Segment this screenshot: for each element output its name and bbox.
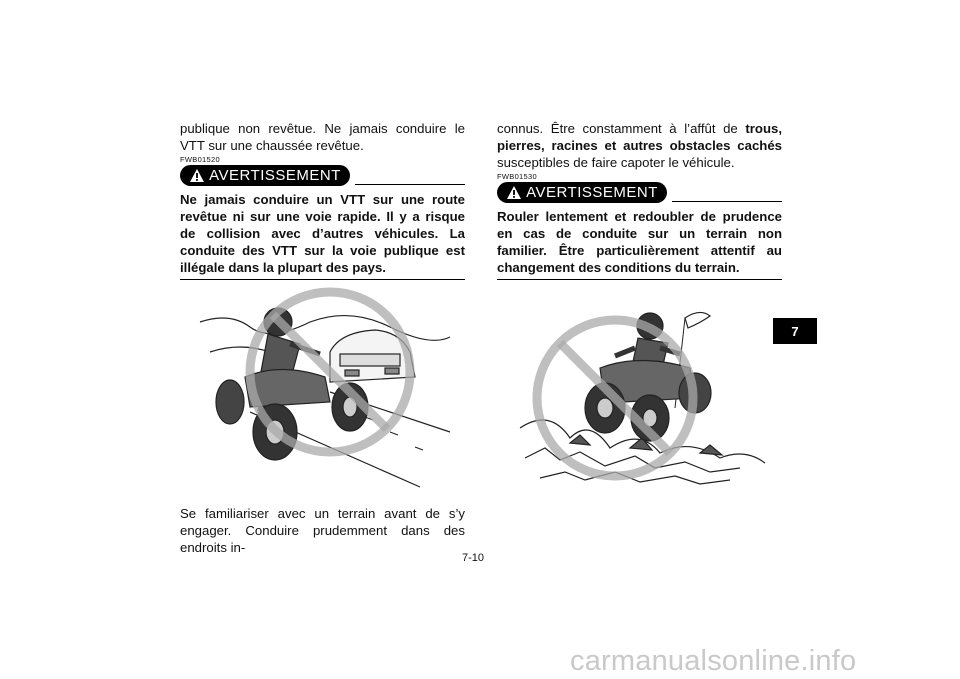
right-warning-code: FWB01530	[497, 172, 537, 181]
right-intro-bold: trous, pierres, racines et autres obstacles cachés	[497, 121, 782, 153]
left-intro-text: publique non revêtue. Ne jamais conduire le VTT sur une chaussée revêtue.	[180, 121, 465, 153]
left-warning-rule	[355, 184, 465, 185]
right-warning-badge	[497, 182, 667, 203]
right-intro-end: susceptibles de faire capoter le véhicule.	[497, 155, 735, 170]
right-warning-bottom-rule	[497, 279, 782, 280]
left-warning-header	[180, 165, 465, 187]
right-column	[497, 120, 782, 280]
left-outro-text: Se familiariser avec un terrain avant de s’y engager. Conduire prudemment dans des endroits in-	[180, 506, 465, 555]
right-warning-text: Rouler lentement et redoubler de prudence en cas de conduite sur un terrain non familier. Être particulièrement attentif au changement des conditions du terrain.	[497, 209, 782, 275]
right-warning-header	[497, 182, 782, 204]
atv-terrain-prohibited-illustration	[510, 288, 770, 503]
right-intro-start: connus. Être constamment à l’affût de	[497, 121, 746, 136]
right-warning-label: AVERTISSEMENT	[526, 184, 658, 201]
left-column	[180, 120, 465, 280]
right-warning-rule	[672, 201, 782, 202]
warning-triangle-icon	[189, 168, 205, 183]
right-intro-text	[497, 120, 782, 171]
left-warning-text: Ne jamais conduire un VTT sur une route revêtue ni sur une voie rapide. Il y a risque de collision avec d’autres véhicules. La conduite des VTT sur la voie publique est illégale dans la plupart des pays.	[180, 192, 465, 275]
atv-road-prohibited-illustration	[190, 282, 460, 492]
left-warning-label: AVERTISSEMENT	[209, 167, 341, 184]
left-warning-code: FWB01520	[180, 155, 220, 164]
page-number: 7-10	[462, 552, 485, 564]
chapter-tab: 7	[773, 318, 817, 344]
left-warning-badge	[180, 165, 350, 186]
warning-triangle-icon	[506, 185, 522, 200]
watermark[interactable]: carmanualsonline.info	[570, 645, 857, 677]
left-warning-bottom-rule	[180, 279, 465, 280]
